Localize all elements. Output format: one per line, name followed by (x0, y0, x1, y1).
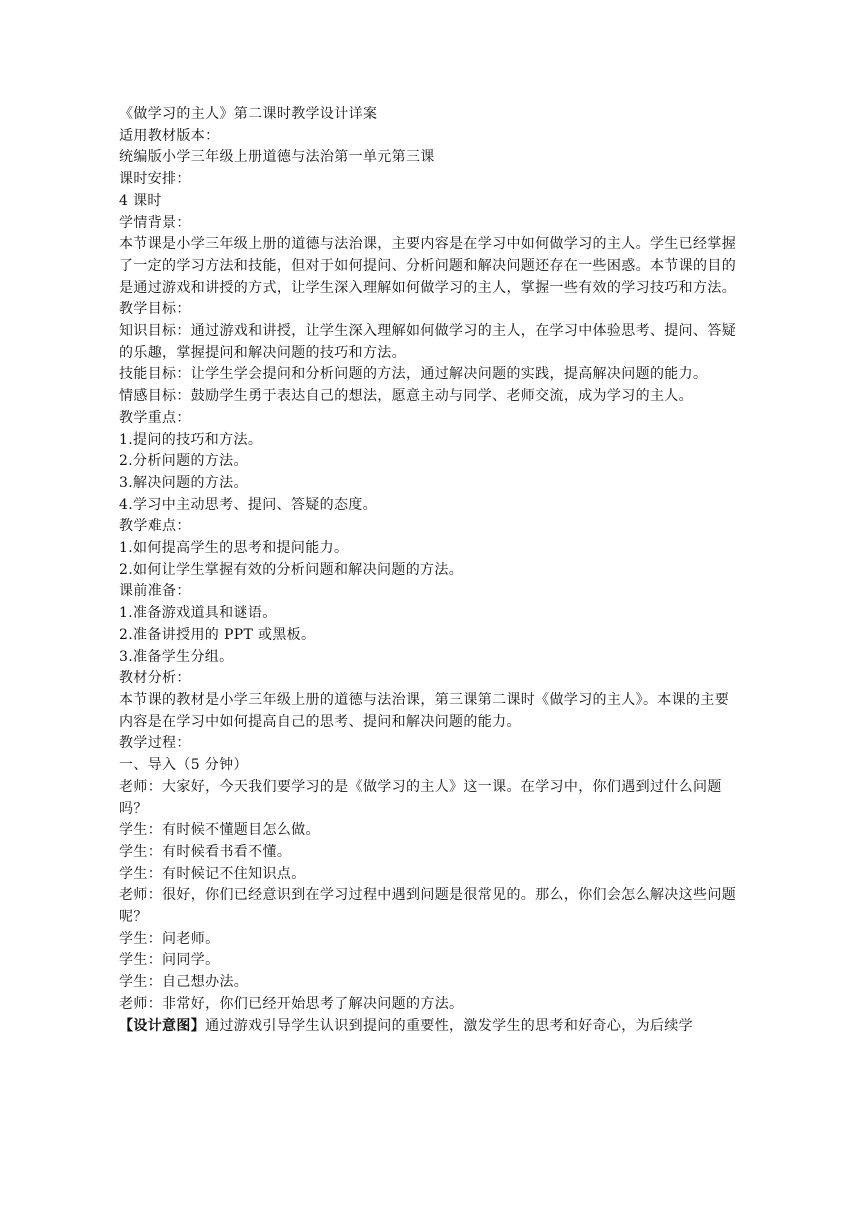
process-label: 教学过程： (119, 735, 191, 752)
dialogue-line: 老师：很好，你们已经意识到在学习过程中遇到问题是很常见的。那么，你们会怎么解决这些问题呢？ (119, 887, 737, 926)
preparation-item: 3.准备学生分组。 (119, 648, 234, 665)
difficulties-label: 教学难点： (119, 518, 191, 535)
preparation-item: 1.准备游戏道具和谜语。 (119, 605, 277, 622)
background-paragraph: 本节课是小学三年级上册的道德与法治课，主要内容是在学习中如何做学习的主人。学生已经掌握了一定的学习方法和技能，但对于如何提问、分析问题和解决问题还存在一些困惑。本节课的目的是通过游戏和讲授的方式，让学生深入理解如何做学习的主人，掌握一些有效的学习技巧和方法。 (119, 236, 737, 296)
key-point-item: 2.分析问题的方法。 (119, 453, 248, 470)
emotion-objective: 情感目标：鼓励学生勇于表达自己的想法，愿意主动与同学、老师交流，成为学习的主人。 (119, 388, 693, 405)
key-points-label: 教学重点： (119, 409, 191, 426)
dialogue-line: 学生：问老师。 (119, 930, 220, 947)
section-heading: 一、导入（5 分钟） (119, 757, 248, 774)
textbook-version-label: 适用教材版本： (119, 127, 220, 144)
design-intent (119, 1016, 743, 1038)
document-title: 《做学习的主人》第二课时教学设计详案 (119, 106, 378, 122)
design-intent-label: 【设计意图】 (119, 1017, 206, 1034)
textbook-version-value: 统编版小学三年级上册道德与法治第一单元第三课 (119, 149, 435, 166)
dialogue-line: 老师：大家好，今天我们要学习的是《做学习的主人》这一课。在学习中，你们遇到过什么问题吗？ (119, 778, 722, 817)
key-point-item: 3.解决问题的方法。 (119, 474, 248, 491)
dialogue-line: 学生：有时候不懂题目怎么做。 (119, 822, 320, 839)
skill-objective: 技能目标：让学生学会提问和分析问题的方法，通过解决问题的实践，提高解决问题的能力。 (119, 366, 708, 383)
dialogue-line: 老师：非常好，你们已经开始思考了解决问题的方法。 (119, 995, 464, 1012)
difficulty-item: 2.如何让学生掌握有效的分析问题和解决问题的方法。 (119, 561, 464, 578)
dialogue-line: 学生：有时候看书看不懂。 (119, 843, 292, 860)
design-intent-text: 通过游戏引导学生认识到提问的重要性，激发学生的思考和好奇心，为后续学 (205, 1017, 694, 1034)
key-point-item: 1.提问的技巧和方法。 (119, 431, 263, 448)
dialogue-line: 学生：自己想办法。 (119, 974, 249, 991)
key-point-item: 4.学习中主动思考、提问、答疑的态度。 (119, 496, 378, 513)
background-label: 学情背景： (119, 214, 191, 231)
schedule-value: 4 课时 (119, 192, 162, 209)
dialogue-line: 学生：有时候记不住知识点。 (119, 865, 306, 882)
preparation-item: 2.准备讲授用的 PPT 或黑板。 (119, 626, 316, 643)
analysis-label: 教材分析： (119, 670, 191, 687)
preparation-label: 课前准备： (119, 583, 191, 600)
objectives-label: 教学目标： (119, 301, 191, 318)
difficulty-item: 1.如何提高学生的思考和提问能力。 (119, 540, 349, 557)
analysis-paragraph: 本节课的教材是小学三年级上册的道德与法治课，第三课第二课时《做学习的主人》。本课的主要内容是在学习中如何提高自己的思考、提问和解决问题的能力。 (119, 691, 730, 730)
schedule-label: 课时安排： (119, 171, 191, 188)
dialogue-line: 学生：问同学。 (119, 952, 220, 969)
document-body (119, 104, 743, 1037)
knowledge-objective: 知识目标：通过游戏和讲授，让学生深入理解如何做学习的主人，在学习中体验思考、提问、答疑的乐趣，掌握提问和解决问题的技巧和方法。 (119, 323, 737, 361)
